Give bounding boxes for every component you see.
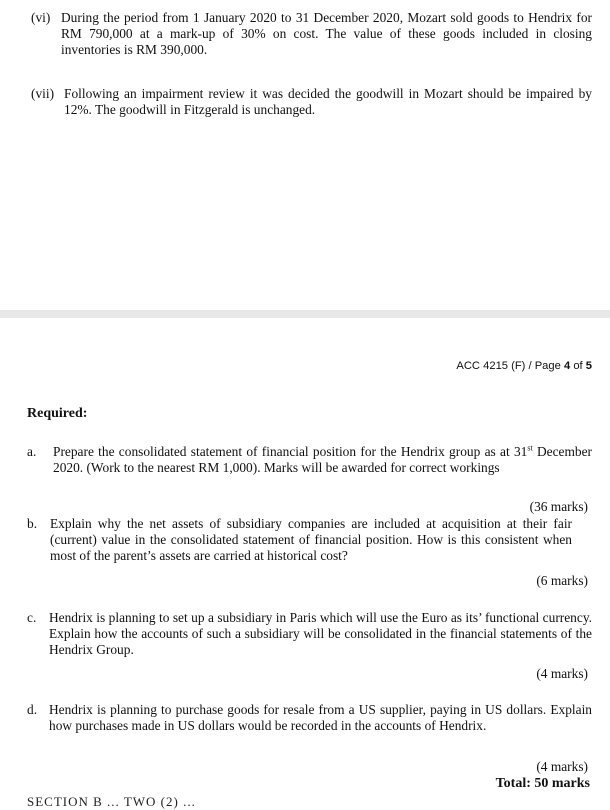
page-4-top (0, 318, 610, 809)
note-vii (31, 86, 592, 118)
question-a-text: Prepare the consolidated statement of financial position for the Hendrix group as at 31st December 2020. (Work to the nearest RM 1,000). Marks will be awarded for correct workings (53, 443, 592, 475)
question-b-text: Explain why the net assets of subsidiary companies are included at acquisition at their fair (current) value in the consolidated statement of financial position. How is this consistent when most of the parent’s assets are carried at historical cost? (50, 516, 572, 563)
total-marks: Total: 50 marks (495, 776, 590, 791)
question-b (27, 516, 572, 564)
page-total: 5 (585, 360, 592, 372)
question-d-text: Hendrix is planning to purchase goods for resale from a US supplier, paying in US dollars. Explain how purchases made in US dollars would be recorded in the accounts of Hendrix. (49, 702, 592, 733)
question-a-marks: (36 marks) (529, 499, 588, 514)
cut-off-section-heading: SECTION B ... TWO (2) ... (27, 794, 196, 809)
note-vi-number: (vi) (31, 10, 51, 25)
note-vi-text: During the period from 1 January 2020 to 31 December 2020, Mozart sold goods to Hendrix for RM 790,000 at a mark-up of 30% on cost. The value of these goods included in closing inventories is RM 390,000. (61, 10, 592, 57)
question-d (27, 702, 592, 734)
note-vi (31, 10, 592, 58)
question-c-letter: c. (27, 610, 37, 625)
page-separator (0, 310, 610, 318)
page-number: 4 (563, 360, 571, 372)
page-of: of (573, 360, 583, 372)
question-b-marks: (6 marks) (536, 573, 588, 588)
question-c-text: Hendrix is planning to set up a subsidiary in Paris which will use the Euro as its’ functional currency. Explain how the accounts of such a subsidiary will be consolidated in the financial statements of the Hendrix Group. (49, 610, 592, 657)
question-c (27, 610, 592, 658)
required-heading: Required: (27, 406, 88, 421)
question-a-letter: a. (27, 444, 37, 459)
note-vii-text: Following an impairment review it was decided the goodwill in Mozart should be impaired by 12%. The goodwill in Fitzgerald is unchanged. (64, 86, 592, 117)
question-d-marks: (4 marks) (536, 759, 588, 774)
page-3-bottom (0, 0, 610, 310)
question-d-letter: d. (27, 702, 38, 717)
question-c-marks: (4 marks) (536, 666, 588, 681)
question-a (27, 444, 592, 476)
page-header (456, 360, 592, 372)
note-vii-number: (vii) (31, 86, 55, 101)
course-code: ACC 4215 (F) / Page (456, 360, 561, 372)
question-b-letter: b. (27, 516, 38, 531)
